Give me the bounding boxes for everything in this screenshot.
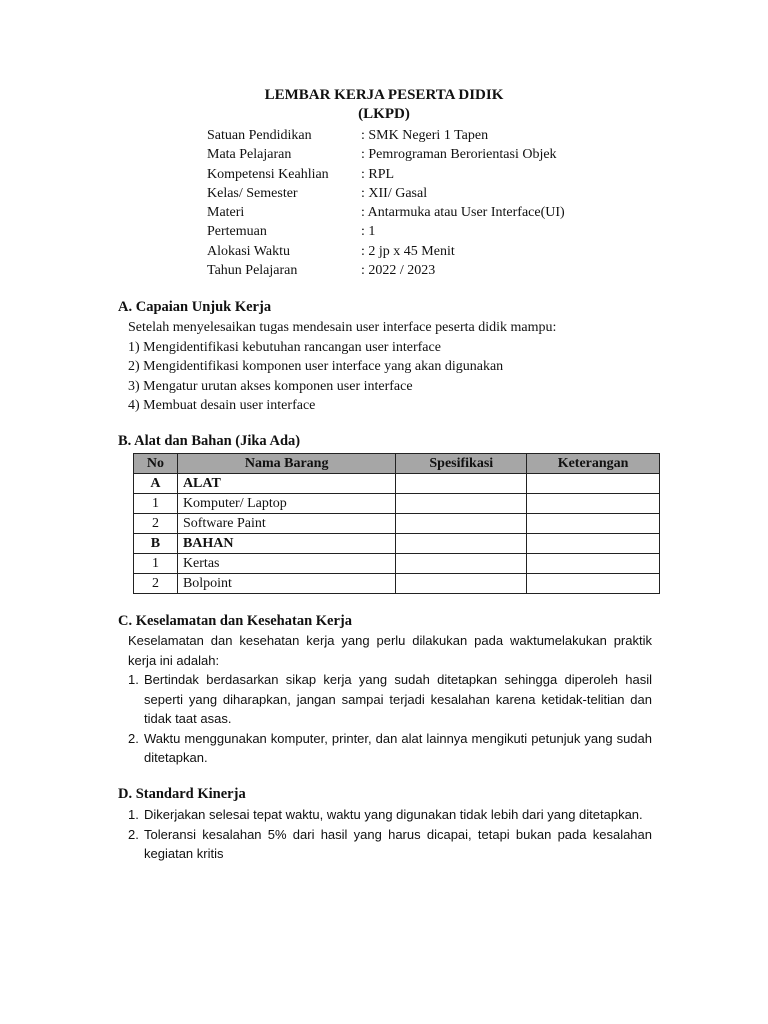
info-label: Alokasi Waktu [207, 243, 290, 259]
info-row [207, 242, 681, 261]
list-number: 1. [128, 672, 139, 687]
list-item: 3) Mengatur urutan akses komponen user interface [128, 378, 413, 394]
cell-no: 2 [134, 514, 178, 534]
list-item [128, 805, 652, 825]
info-value: : SMK Negeri 1 Tapen [361, 128, 489, 143]
cell-note [527, 554, 660, 574]
info-label: Mata Pelajaran [207, 147, 292, 163]
cell-note [527, 474, 660, 494]
table-row [134, 554, 660, 574]
info-row [207, 222, 681, 241]
info-label: Materi [207, 205, 245, 221]
document-title: LEMBAR KERJA PESERTA DIDIK [264, 87, 504, 103]
cell-name: Kertas [177, 554, 395, 574]
info-value: : XII/ Gasal [361, 185, 428, 201]
info-row [207, 203, 681, 222]
cell-no: 1 [134, 554, 178, 574]
section-c-title: C. Keselamatan dan Kesehatan Kerja [118, 613, 352, 629]
info-label: Satuan Pendidikan [207, 128, 312, 143]
cell-spec [396, 574, 527, 594]
cell-name: ALAT [177, 474, 395, 494]
column-header-name: Nama Barang [177, 454, 395, 474]
info-value: : 1 [361, 224, 376, 240]
section-c-intro: Keselamatan dan kesehatan kerja yang perlu dilakukan pada waktumelakukan praktik kerja ini adalah: [128, 633, 652, 668]
info-row [207, 126, 681, 145]
info-row [207, 165, 681, 184]
section-a-title: A. Capaian Unjuk Kerja [118, 299, 272, 315]
list-item [128, 825, 652, 864]
cell-name: Komputer/ Laptop [177, 494, 395, 514]
list-item [128, 670, 652, 729]
cell-note [527, 514, 660, 534]
info-value: : RPL [361, 166, 395, 182]
list-item: 4) Membuat desain user interface [128, 398, 316, 413]
table-row [134, 534, 660, 554]
document-subtitle: (LKPD) [358, 106, 410, 122]
info-value: : 2022 / 2023 [361, 263, 436, 279]
cell-spec [396, 474, 527, 494]
info-value: : 2 jp x 45 Menit [361, 243, 455, 259]
list-number: 1. [128, 807, 139, 822]
cell-name: BAHAN [177, 534, 395, 554]
table-header-row [134, 454, 660, 474]
cell-spec [396, 554, 527, 574]
cell-spec [396, 534, 527, 554]
table-row [134, 514, 660, 534]
list-item: 1) Mengidentifikasi kebutuhan rancangan user interface [128, 339, 441, 355]
info-row [207, 184, 681, 203]
cell-no: 2 [134, 574, 178, 594]
column-header-no: No [134, 454, 178, 474]
column-header-spec: Spesifikasi [396, 454, 527, 474]
cell-no: B [134, 534, 178, 554]
cell-spec [396, 494, 527, 514]
cell-note [527, 534, 660, 554]
identity-table [207, 126, 681, 280]
list-number: 2. [128, 730, 139, 746]
section-a-body [128, 318, 652, 416]
info-label: Pertemuan [207, 224, 267, 240]
section-a-intro: Setelah menyelesaikan tugas mendesain user interface peserta didik mampu: [128, 320, 557, 335]
cell-no: 1 [134, 494, 178, 514]
column-header-note: Keterangan [527, 454, 660, 474]
list-text: Dikerjakan selesai tepat waktu, waktu yang digunakan tidak lebih dari yang ditetapkan. [144, 807, 643, 822]
list-number: 2. [128, 826, 139, 842]
cell-name: Bolpoint [177, 574, 395, 594]
tools-materials-table [133, 453, 660, 594]
cell-name: Software Paint [177, 514, 395, 534]
info-label: Tahun Pelajaran [207, 263, 298, 279]
list-text: Waktu menggunakan komputer, printer, dan alat lainnya mengikuti petunjuk yang sudah ditetapkan. [144, 730, 652, 765]
cell-spec [396, 514, 527, 534]
info-row [207, 145, 681, 164]
info-row [207, 261, 681, 280]
list-item [128, 729, 652, 768]
section-b-title: B. Alat dan Bahan (Jika Ada) [118, 433, 301, 449]
table-row [134, 574, 660, 594]
section-d-body [128, 805, 652, 864]
table-row [134, 474, 660, 494]
info-value: : Antarmuka atau User Interface(UI) [361, 205, 565, 221]
section-c-body [128, 631, 652, 768]
cell-note [527, 574, 660, 594]
list-text: Bertindak berdasarkan sikap kerja yang sudah ditetapkan sehingga diperoleh hasil seperti yang diharapkan, jangan sampai terjadi kesalahan karena ketidak-telitian dan tidak taat asas. [144, 672, 652, 726]
cell-no: A [134, 474, 178, 494]
info-label: Kompetensi Keahlian [207, 166, 329, 182]
section-d-title: D. Standard Kinerja [118, 786, 246, 802]
info-value: : Pemrograman Berorientasi Objek [361, 147, 557, 163]
list-item: 2) Mengidentifikasi komponen user interface yang akan digunakan [128, 359, 504, 374]
cell-note [527, 494, 660, 514]
list-text: Toleransi kesalahan 5% dari hasil yang harus dicapai, tetapi bukan pada kesalahan kegiatan kritis [144, 826, 652, 861]
info-label: Kelas/ Semester [207, 185, 298, 201]
table-row [134, 494, 660, 514]
